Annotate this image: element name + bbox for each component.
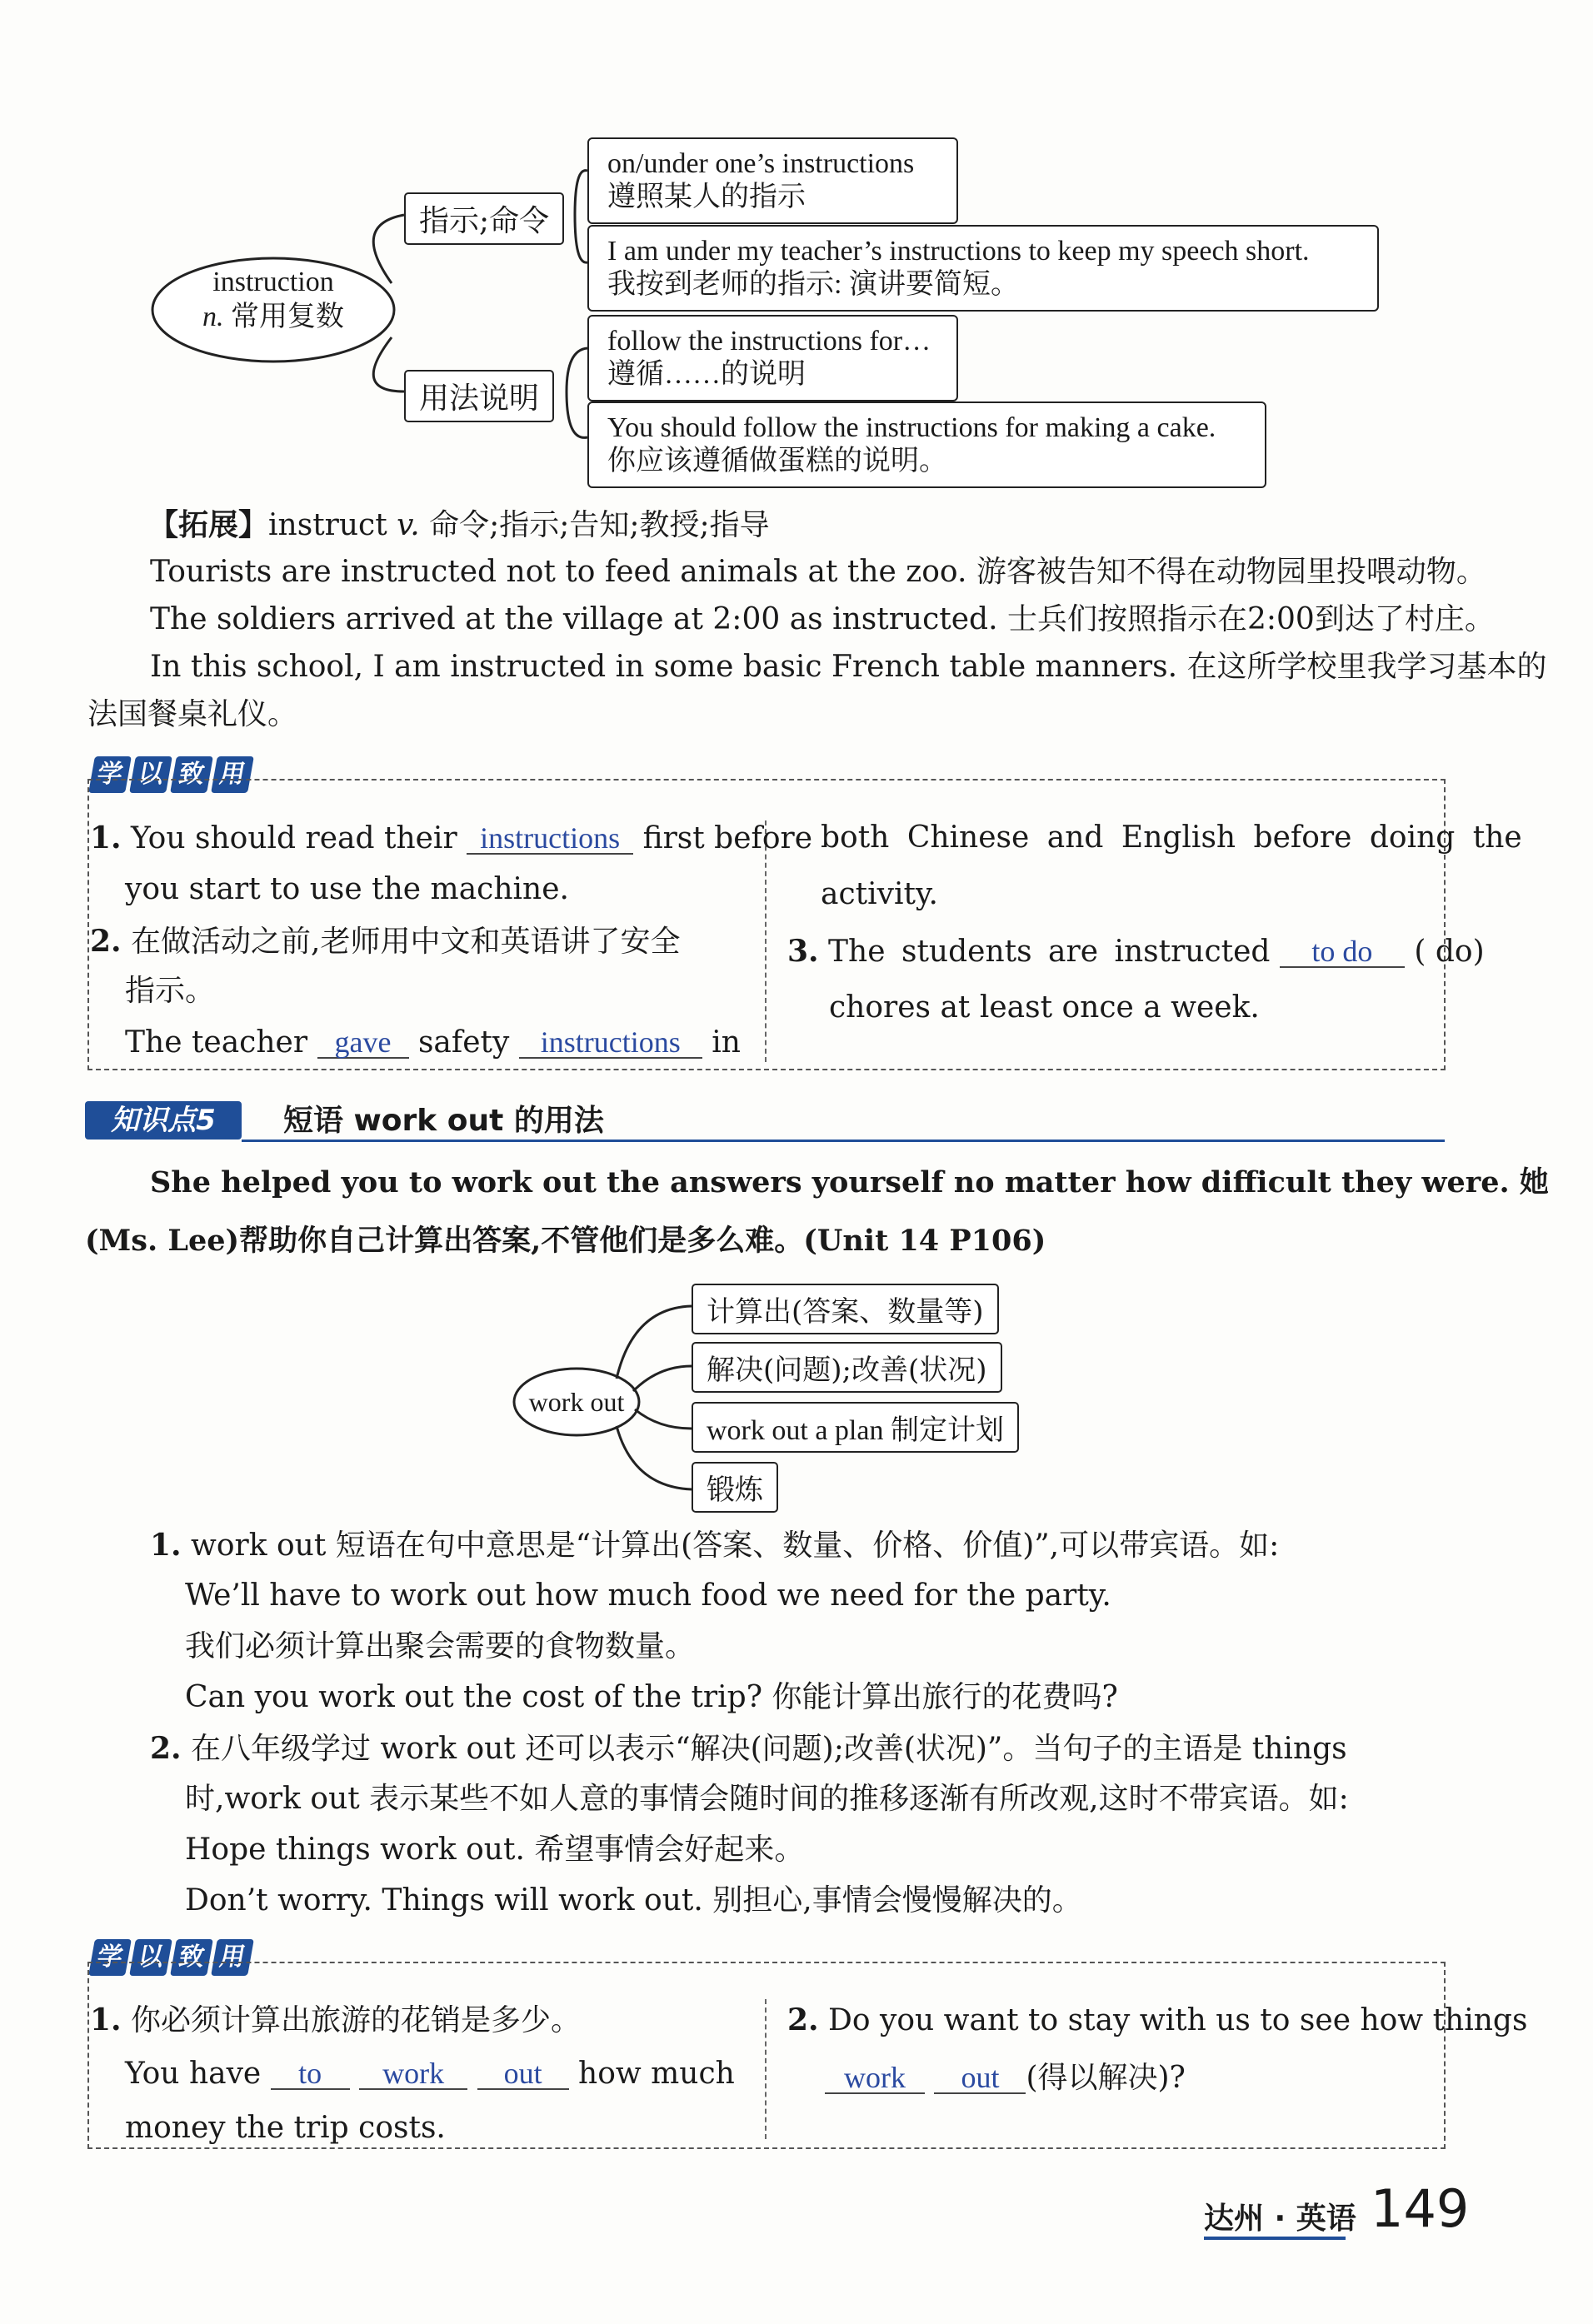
q3-text-b: ( do): [1414, 935, 1485, 969]
note-2-example-1: Hope things work out. 希望事情会好起来。: [185, 1833, 805, 1867]
q3-number: 3.: [787, 934, 819, 969]
q1-line-1: [90, 821, 812, 855]
ex2-q2-line-1: [787, 2003, 1527, 2037]
box2-zh: 我按到老师的指示: 演讲要简短。: [607, 269, 1019, 300]
mindmap-1-center: [152, 265, 394, 335]
ext-tag: 【拓展】: [148, 507, 269, 542]
note-1-number: 1.: [150, 1528, 182, 1563]
q2-text-c: in: [712, 1025, 741, 1060]
box3-zh: 遵循……的说明: [607, 359, 806, 390]
q2-answer-blank-1[interactable]: gave: [317, 1027, 409, 1059]
q2-text-a: The teacher: [125, 1025, 308, 1060]
ex2-q1-text-a: You have: [125, 2057, 262, 2091]
box1-zh: 遵照某人的指示: [607, 182, 806, 212]
badge-char: 学: [88, 1939, 132, 1976]
ex2-q1-number: 1.: [90, 2002, 122, 2037]
branch-label-2: 用法说明: [404, 370, 554, 422]
ex2-q2-blank-2[interactable]: out: [934, 2062, 1026, 2094]
badge-char: 以: [129, 756, 172, 793]
q3-line-2: chores at least once a week.: [829, 990, 1260, 1025]
box1-en: on/under one’s instructions: [607, 148, 915, 179]
q1-text-a: You should read their: [131, 821, 457, 855]
ex2-q1-line-1: [90, 2003, 581, 2037]
q1-line-2: you start to use the machine.: [125, 872, 569, 906]
map2-branch-1: 计算出(答案、数量等): [692, 1284, 999, 1334]
badge-char: 学: [88, 756, 132, 793]
note-2-text-a: 在八年级学过 work out 还可以表示“解决(问题);改善(状况)”。当句子的主语是 things: [191, 1732, 1347, 1766]
center-note: 常用复数: [231, 302, 344, 332]
map1-box-3: [587, 315, 958, 401]
center-pos: n.: [202, 302, 224, 332]
q2-line-5: activity.: [821, 877, 938, 911]
note-2: [150, 1732, 1347, 1766]
ex2-q1-blank-1[interactable]: to: [271, 2058, 350, 2090]
ext-line-1: [148, 508, 770, 542]
q2-text-b: safety: [417, 1025, 510, 1060]
q2-number: 2.: [90, 924, 122, 959]
map1-box-4: [587, 401, 1266, 488]
q2-line-2: 指示。: [125, 974, 216, 1008]
ext-line-4: In this school, I am instructed in some basic French table manners. 在这所学校里我学习基本的: [150, 650, 1547, 684]
kp5-header: [85, 1101, 1445, 1141]
ext-pos: v.: [397, 508, 420, 542]
ex2-q2-blank-1[interactable]: work: [825, 2062, 925, 2094]
note-1-example-1: We’ll have to work out how much food we need for the party.: [185, 1578, 1111, 1613]
badge-char: 用: [211, 756, 254, 793]
map2-branch-3: work out a plan 制定计划: [692, 1402, 1019, 1453]
footer-label: 达州 · 英语: [1204, 2202, 1356, 2236]
ex2-q1-blank-2[interactable]: work: [359, 2058, 467, 2090]
map2-branch-2: 解决(问题);改善(状况): [692, 1342, 1002, 1393]
q3-line-1: [787, 935, 1485, 969]
ext-line-3: The soldiers arrived at the village at 2:00 as instructed. 士兵们按照指示在2:00到达了村庄。: [150, 602, 1495, 636]
ext-meaning: 命令;指示;告知;教授;指导: [429, 508, 770, 542]
practice-box-2-divider: [765, 1999, 767, 2139]
ext-line-5: 法国餐桌礼仪。: [87, 697, 298, 731]
map2-center: work out: [528, 1387, 625, 1417]
map1-box-2: [587, 225, 1379, 312]
kp5-sentence-2: (Ms. Lee)帮助你自己计算出答案,不管他们是多么难。(Unit 14 P106): [85, 1224, 1046, 1258]
q1-number: 1.: [90, 820, 122, 855]
center-word: instruction: [212, 267, 334, 297]
badge-char: 以: [129, 1939, 172, 1976]
note-1-text: work out 短语在句中意思是“计算出(答案、数量、价格、价值)”,可以带宾语。如:: [191, 1529, 1280, 1563]
footer-underline: [1204, 2237, 1346, 2240]
note-2-line-2: 时,work out 表示某些不如人意的事情会随时间的推移逐渐有所改观,这时不带宾语。如:: [185, 1782, 1349, 1816]
note-1-example-3: Can you work out the cost of the trip? 你能计算出旅行的花费吗?: [185, 1680, 1118, 1714]
badge-char: 用: [211, 1939, 254, 1976]
note-1-example-2: 我们必须计算出聚会需要的食物数量。: [185, 1629, 696, 1663]
q1-text-b: first before: [642, 821, 813, 855]
ex2-q1-line-3: money the trip costs.: [125, 2111, 446, 2145]
ex2-q2-text-b: (得以解决)?: [1026, 2061, 1186, 2095]
box4-zh: 你应该遵循做蛋糕的说明。: [607, 446, 947, 476]
q3-text-a: The students are instructed: [828, 935, 1271, 969]
ex2-q1-zh: 你必须计算出旅游的花销是多少。: [131, 2003, 582, 2037]
q2-line-3: [125, 1026, 741, 1060]
note-1: [150, 1529, 1279, 1563]
ext-line-2: Tourists are instructed not to feed animals at the zoo. 游客被告知不得在动物园里投喂动物。: [150, 555, 1486, 589]
ex2-q1-blank-3[interactable]: out: [477, 2058, 569, 2090]
map2-branch-4: 锻炼: [692, 1462, 778, 1513]
q2-answer-blank-2[interactable]: instructions: [519, 1027, 702, 1059]
badge-char: 致: [170, 1939, 213, 1976]
q2-zh-1: 在做活动之前,老师用中文和英语讲了安全: [131, 925, 681, 959]
ex2-q2-line-2: [825, 2062, 1186, 2095]
ext-word: instruct: [268, 508, 387, 542]
ex2-q2-text-a: Do you want to stay with us to see how things: [828, 2003, 1528, 2037]
branch-label-1: 指示;命令: [404, 192, 564, 245]
box4-en: You should follow the instructions for making a cake.: [607, 412, 1216, 443]
kp5-title: 短语 work out 的用法: [283, 1104, 604, 1138]
ex2-q1-line-2: [125, 2057, 735, 2091]
box2-en: I am under my teacher’s instructions to keep my speech short.: [607, 236, 1310, 267]
page-number: 149: [1371, 2178, 1470, 2239]
q2-line-1: [90, 925, 681, 959]
ex2-q1-text-b: how much: [578, 2057, 735, 2091]
q1-answer-blank[interactable]: instructions: [467, 823, 633, 855]
q3-answer-blank[interactable]: to do: [1280, 936, 1405, 968]
practice-box-1-divider: [765, 820, 767, 1062]
note-2-example-2: Don’t worry. Things will work out. 别担心,事情会慢慢解决的。: [185, 1883, 1082, 1918]
ex2-q2-number: 2.: [787, 2002, 819, 2037]
map1-box-1: [587, 137, 958, 224]
badge-char: 致: [170, 756, 213, 793]
kp5-tag: 知识点5: [85, 1101, 242, 1140]
kp5-underline: [242, 1140, 1445, 1142]
note-2-number: 2.: [150, 1731, 182, 1766]
box3-en: follow the instructions for…: [607, 326, 931, 357]
kp5-sentence-1: She helped you to work out the answers yourself no matter how difficult they were. 她: [150, 1165, 1549, 1199]
q2-line-4: both Chinese and English before doing the: [821, 820, 1522, 855]
